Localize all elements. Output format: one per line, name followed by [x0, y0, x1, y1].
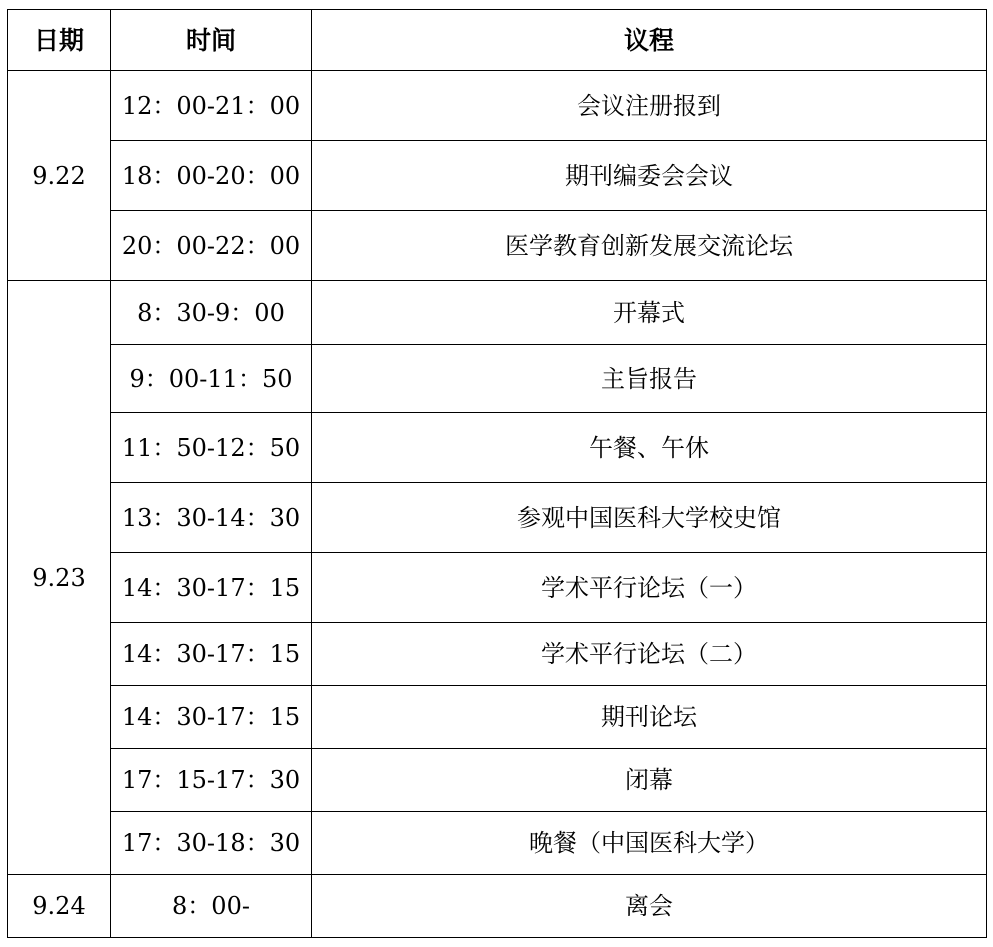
table-row	[8, 345, 987, 413]
date-cell-0924: 9.24	[8, 875, 111, 938]
header-row	[8, 10, 987, 71]
agenda-cell: 期刊编委会会议	[312, 141, 987, 211]
time-cell: 14：30-17：15	[111, 686, 312, 749]
time-cell: 17：30-18：30	[111, 812, 312, 875]
agenda-cell: 离会	[312, 875, 987, 938]
date-cell-0922: 9.22	[8, 71, 111, 281]
agenda-cell: 会议注册报到	[312, 71, 987, 141]
table-row	[8, 141, 987, 211]
header-agenda: 议程	[312, 10, 987, 71]
date-cell-0923: 9.23	[8, 281, 111, 875]
time-cell: 8：30-9：00	[111, 281, 312, 345]
time-cell: 14：30-17：15	[111, 553, 312, 623]
header-time: 时间	[111, 10, 312, 71]
table-row	[8, 211, 987, 281]
agenda-cell: 学术平行论坛（二）	[312, 623, 987, 686]
time-cell: 8：00-	[111, 875, 312, 938]
time-cell: 13：30-14：30	[111, 483, 312, 553]
table-row	[8, 553, 987, 623]
time-cell: 20：00-22：00	[111, 211, 312, 281]
agenda-cell: 开幕式	[312, 281, 987, 345]
agenda-cell: 闭幕	[312, 749, 987, 812]
agenda-cell: 午餐、午休	[312, 413, 987, 483]
time-cell: 14：30-17：15	[111, 623, 312, 686]
agenda-cell: 参观中国医科大学校史馆	[312, 483, 987, 553]
agenda-cell: 学术平行论坛（一）	[312, 553, 987, 623]
time-cell: 12：00-21：00	[111, 71, 312, 141]
agenda-table	[7, 9, 987, 938]
table-row	[8, 623, 987, 686]
table-row	[8, 483, 987, 553]
time-cell: 17：15-17：30	[111, 749, 312, 812]
agenda-cell: 晚餐（中国医科大学）	[312, 812, 987, 875]
time-cell: 11：50-12：50	[111, 413, 312, 483]
table-row	[8, 686, 987, 749]
time-cell: 9：00-11：50	[111, 345, 312, 413]
table-row	[8, 281, 987, 345]
table-row	[8, 875, 987, 938]
table-row	[8, 413, 987, 483]
header-date: 日期	[8, 10, 111, 71]
table-row	[8, 812, 987, 875]
table-row	[8, 749, 987, 812]
agenda-cell: 主旨报告	[312, 345, 987, 413]
agenda-cell: 期刊论坛	[312, 686, 987, 749]
table-row	[8, 71, 987, 141]
agenda-cell: 医学教育创新发展交流论坛	[312, 211, 987, 281]
time-cell: 18：00-20：00	[111, 141, 312, 211]
